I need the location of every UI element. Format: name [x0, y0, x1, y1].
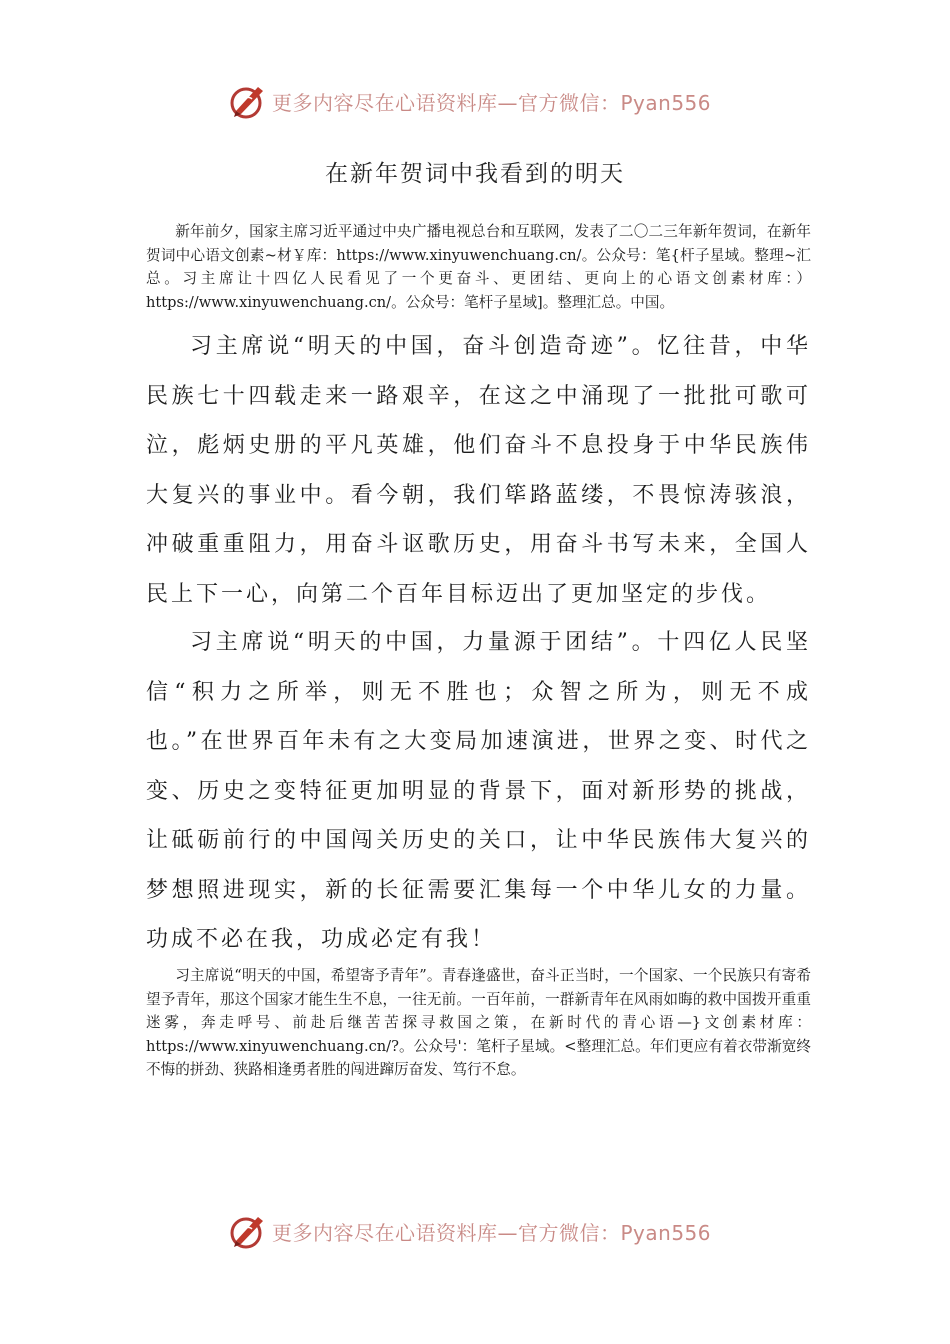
- banner-text: 更多内容尽在心语资料库—官方微信：Pyan556: [272, 90, 712, 115]
- banner-text: 更多内容尽在心语资料库—官方微信：Pyan556: [272, 1220, 712, 1245]
- paragraph-unity: 习主席说“明天的中国，力量源于团结”。十四亿人民坚信“积力之所举，则无不胜也；众智之所为，则无不成也。”在世界百年未有之大变局加速演进，世界之变、时代之变、历史之变特征更加明显的背景下，面对新形势的挑战，让砥砺前行的中国闯关历史的关口，让中华民族伟大复兴的梦想照进现实，新的长征需要汇集每一个中华儿女的力量。功成不必在我，功成必定有我！: [146, 630, 811, 952]
- paragraph-intro: 新年前夕，国家主席习近平通过中央广播电视总台和互联网，发表了二〇二三年新年贺词，在新年贺词中心语文创素~材￥库：https://www.xinyuwenchuang.cn/。公众号：笔{杆子星域。整理~汇总。习主席让十四亿人民看见了一个更奋斗、更团结、更向上的心语文创素材库：）https://www.xinyuwenchuang.cn/。公众号：笔杆子星域]。整理汇总。中国。: [146, 223, 811, 311]
- paragraph-youth: 习主席说“明天的中国，希望寄予青年”。青春逢盛世，奋斗正当时，一个国家、一个民族只有寄希望予青年，那这个国家才能生生不息，一往无前。一百年前，一群新青年在风雨如晦的救中国拨开重重迷雾，奔走呼号、前赴后继苦苦探寻救国之策，在新时代的青心语—}文创素材库：https://www.xinyuwenchuang.cn/?。公众号'：笔杆子星域。<整理汇总。年们更应有着衣带渐宽终不悔的拼劲、狭路相逢勇者胜的闯进蹿厉奋发、笃行不怠。: [146, 967, 811, 1078]
- footer-banner: [228, 1209, 711, 1253]
- paragraph-struggle: 习主席说“明天的中国，奋斗创造奇迹”。忆往昔，中华民族七十四载走来一路艰辛，在这之中涌现了一批批可歌可泣，彪炳史册的平凡英雄，他们奋斗不息投身于中华民族伟大复兴的事业中。看今朝，我们筚路蓝缕，不畏惊涛骇浪，冲破重重阻力，用奋斗讴歌历史，用奋斗书写未来，全国人民上下一心，向第二个百年目标迈出了更加坚定的步伐。: [146, 334, 811, 607]
- pen-logo-icon: [228, 81, 268, 121]
- pen-logo-icon: [228, 1211, 268, 1251]
- header-banner: [228, 79, 711, 123]
- page-title: 在新年贺词中我看到的明天: [325, 161, 625, 187]
